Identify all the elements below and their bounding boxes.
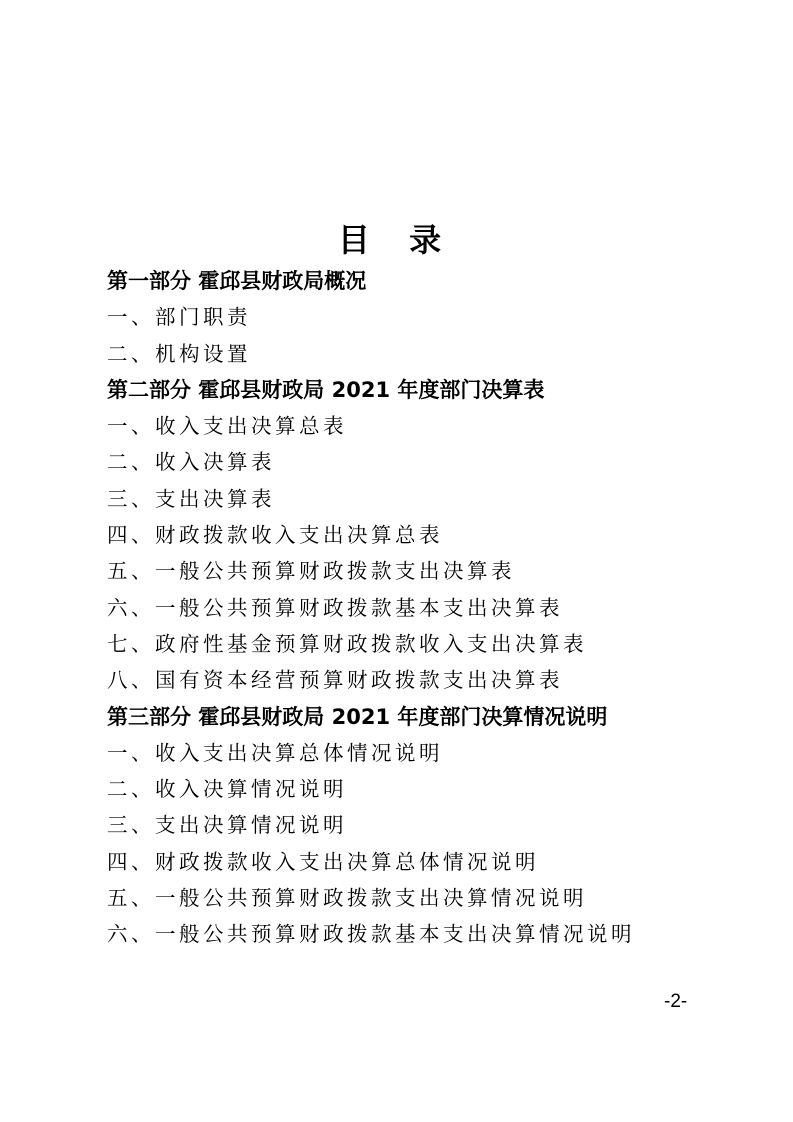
toc-item: 三、支出决算情况说明 xyxy=(107,813,347,838)
toc-item: 三、支出决算表 xyxy=(107,486,275,511)
toc-item: 五、一般公共预算财政拨款支出决算表 xyxy=(107,559,515,584)
toc-item: 六、一般公共预算财政拨款基本支出决算表 xyxy=(107,595,563,620)
page-number: -2- xyxy=(664,991,688,1012)
page-title: 目 录 xyxy=(337,221,456,259)
toc-item: 四、财政拨款收入支出决算总表 xyxy=(107,523,443,548)
toc-item: 六、一般公共预算财政拨款基本支出决算情况说明 xyxy=(107,922,635,947)
toc-item: 七、政府性基金预算财政拨款收入支出决算表 xyxy=(107,631,587,656)
toc-section: 第二部分 霍邱县财政局 2021 年度部门决算表 xyxy=(107,377,545,402)
toc-item: 二、收入决算表 xyxy=(107,450,275,475)
toc-item: 四、财政拨款收入支出决算总体情况说明 xyxy=(107,849,539,874)
table-of-contents xyxy=(107,263,727,953)
toc-item: 一、收入支出决算总表 xyxy=(107,414,347,439)
toc-section: 第三部分 霍邱县财政局 2021 年度部门决算情况说明 xyxy=(107,704,608,729)
toc-item: 二、收入决算情况说明 xyxy=(107,777,347,802)
toc-item: 一、收入支出决算总体情况说明 xyxy=(107,740,443,765)
toc-item: 一、部门职责 xyxy=(107,305,251,330)
toc-item: 五、一般公共预算财政拨款支出决算情况说明 xyxy=(107,886,587,911)
toc-section: 第一部分 霍邱县财政局概况 xyxy=(107,269,367,293)
toc-item: 二、机构设置 xyxy=(107,341,251,366)
toc-item: 八、国有资本经营预算财政拨款支出决算表 xyxy=(107,668,563,693)
